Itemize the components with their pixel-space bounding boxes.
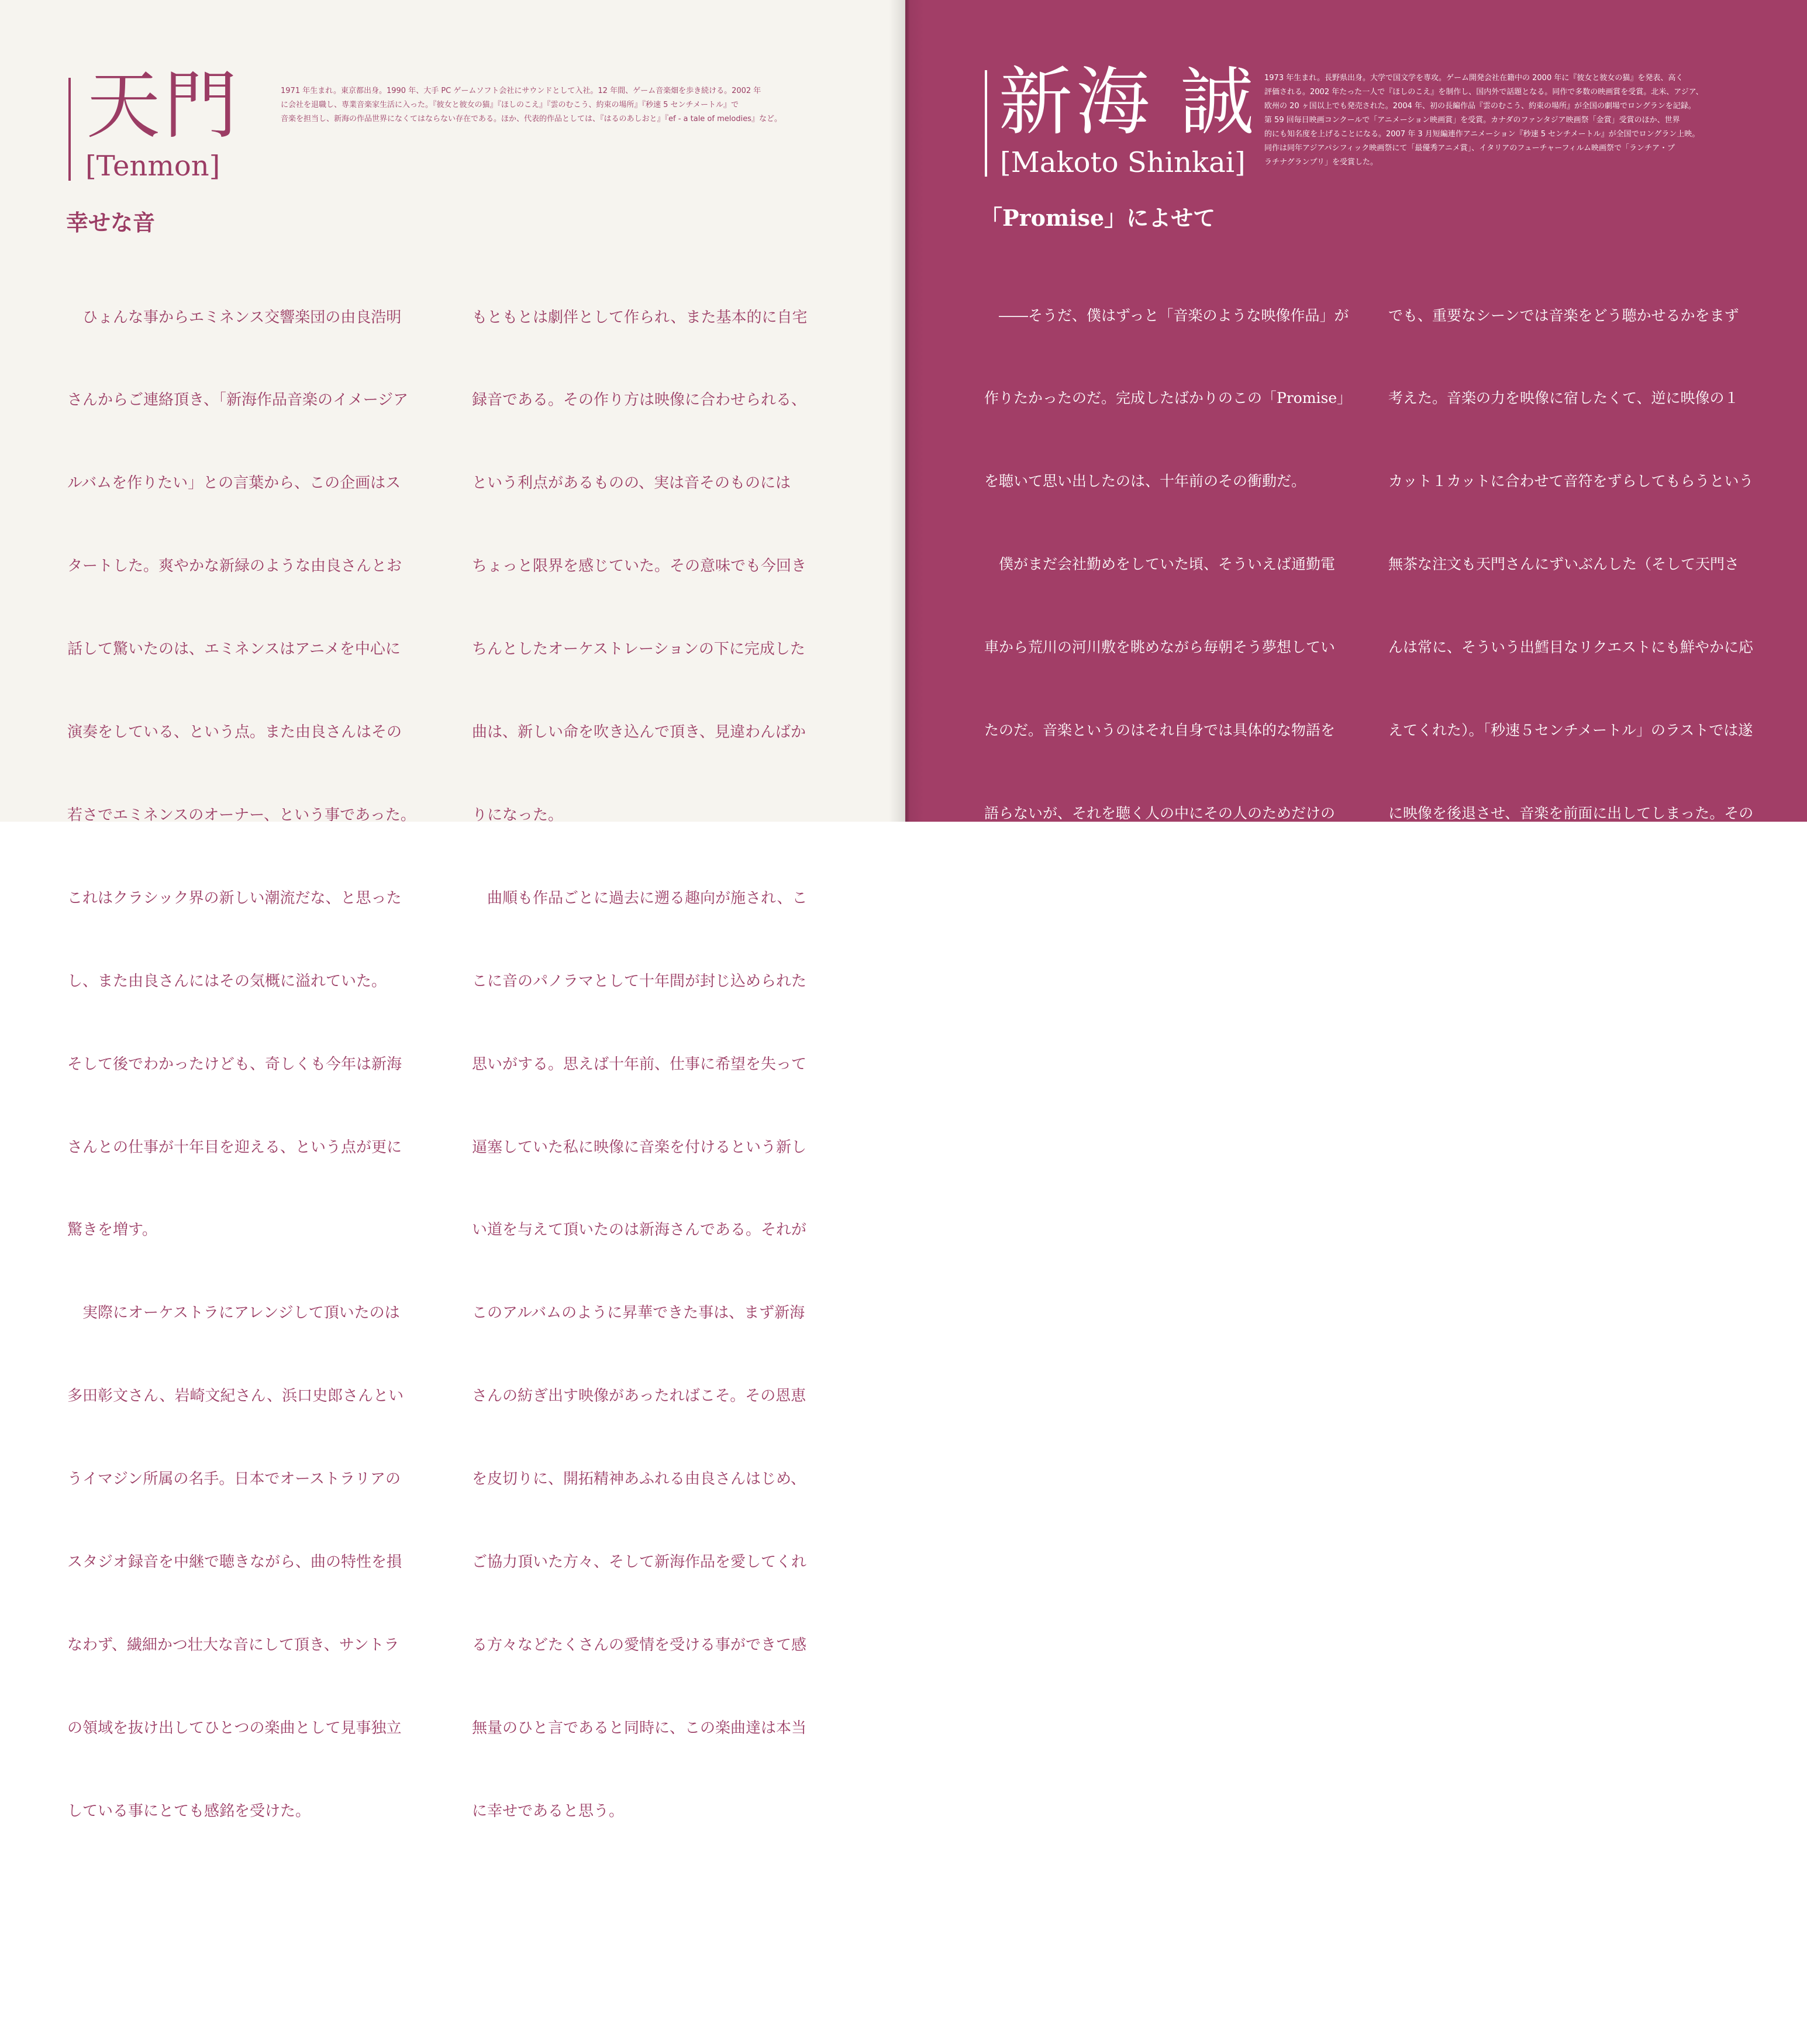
- text-line: ご協力頂いた方々、そして新海作品を愛してくれ: [472, 1553, 807, 1571]
- text-line: る方々などたくさんの愛情を受ける事ができて感: [472, 1636, 807, 1654]
- bio-line: 音楽を担当し、新海の作品世界になくてはならない存在である。ほか、代表的作品としては、『はるのあしおと』『ef - a tale of melodies』など。: [281, 115, 782, 123]
- text-line: う決意を改めて促してくれたのも、この「Promise」: [1388, 1883, 1742, 1901]
- text-line: った「彼女と彼女の猫」である。: [984, 1800, 1204, 1818]
- text-line: の領域を抜け出してひとつの楽曲として見事独立: [67, 1719, 402, 1737]
- text-line: こに音のパノラマとして十年間が封じ込められた: [472, 972, 807, 990]
- text-line: ばせめて同等の機能を果たす映像作品は作れないもの: [984, 1219, 1336, 1237]
- text-line: だろうかと考えた。自分が暮らす日々の生活を愛おし: [984, 1302, 1336, 1320]
- essay-heading: 幸せな音: [66, 209, 156, 236]
- artist-name-japanese: 新海 誠: [999, 59, 1258, 145]
- text-line: 自分自身にとっても必要だった。だから電柱や自動販: [984, 1469, 1335, 1486]
- text-line: 作りたかったのだ。完成したばかりのこの「Promise」: [984, 390, 1352, 407]
- text-line: だということを素敵に見せつけられてしまう。ああ、: [1388, 1634, 1739, 1652]
- text-line: 語らないが、それを聴く人の中にその人のためだけの: [984, 804, 1336, 822]
- text-line: であったのだ。: [1388, 1966, 1491, 1984]
- title-rule: [68, 78, 71, 181]
- text-line: 曲順も作品ごとに過去に遡る趣向が施され、こ: [472, 889, 808, 907]
- essay-heading: 「Promise」によせて: [980, 205, 1216, 231]
- text-line: に幸せであると思う。: [472, 1802, 625, 1820]
- book-gutter: [889, 0, 924, 822]
- bio-line: 第 59 回毎日映画コンクールで「アニメーション映画賞」を受賞。カナダのファンタジア映画祭「金賞」受賞のほか、世界: [1264, 116, 1680, 125]
- text-line: もともとは劇伴として作られ、また基本的に自宅: [472, 308, 808, 326]
- essay-column-2: [472, 249, 846, 1881]
- text-line: 車から荒川の河川敷を眺めながら毎朝そう夢想してい: [984, 639, 1336, 656]
- text-line: 若さでエミネンスのオーナー、という事であった。: [67, 806, 416, 824]
- text-line: うイマジン所属の名手。日本でオーストラリアの: [67, 1470, 401, 1488]
- bio-line: 的にも知名度を上げることになる。2007 年 3 月短編連作アニメーション『秒速 5 センチメートル』が全国でロングラン上映。: [1264, 130, 1700, 139]
- text-line: 今回、オーストラリアのエミネンス交響楽団がやっ: [1388, 970, 1739, 988]
- text-line: ちんとしたオーケストレーションの下に完成した: [472, 640, 805, 659]
- text-line: そして後でわかったけども、奇しくも今年は新海: [67, 1055, 402, 1073]
- artist-name-english: [Tenmon]: [85, 150, 220, 182]
- text-line: やはり片想いだったのだなあと改めて気づく。そして: [1388, 1717, 1739, 1735]
- text-line: んは常に、そういう出鱈目なリクエストにも鮮やかに応: [1388, 639, 1754, 656]
- essay-column-1: [984, 246, 1382, 2044]
- text-line: 名が示すように気品に溢れている。映像は音楽を必要: [1388, 1469, 1740, 1486]
- text-line: 僕がまだ会社勤めをしていた頃、そういえば通勤電: [984, 556, 1336, 573]
- text-line: き、続く「ほしのこえ」でも「雲のむこう、約束の場所」: [984, 1966, 1364, 1984]
- text-line: という利点があるものの、実は音そのものには: [472, 474, 791, 492]
- text-line: て自分自身で音楽を産み出すことは出来ず、それなら: [984, 1136, 1334, 1154]
- text-line: だった。産み出された音楽はまさに eminence という: [1388, 1385, 1747, 1403]
- artist-bio: [1264, 71, 1779, 170]
- text-line: タートした。爽やかな新緑のような由良さんとお: [67, 557, 402, 575]
- text-line: を皮切りに、開拓精神あふれる由良さんはじめ、: [472, 1470, 806, 1488]
- text-line: えてくれた）。「秒速５センチメートル」のラストでは遂: [1388, 722, 1753, 739]
- essay-column-1: [67, 249, 442, 1881]
- text-line: 驚きを増す。: [67, 1221, 157, 1239]
- text-line: さんの紡ぎ出す映像があったればこそ。その恩恵: [472, 1387, 806, 1405]
- text-line: ゆっくりとほぐし、外の空気をのびのびと吸わせて: [1388, 1219, 1725, 1237]
- text-line: ルバムを作りたい」との言葉から、この企画はス: [67, 474, 401, 492]
- right-page: [905, 0, 1807, 1984]
- bio-line: 同作は同年アジアパシフィック映画祭にて「最優秀アニメ賞」、イタリアのフューチャーフィルム映画祭で「ランチア・プ: [1264, 144, 1675, 153]
- bio-line: に会社を退職し、専業音楽家生活に入った。『彼女と彼女の猫』『ほしのこえ』『雲のむこう、約束の場所』『秒速 5 センチメートル』で: [281, 101, 739, 109]
- text-line: 増す。そういう音楽の「機能」に僕は憧れ、かといっ: [984, 1053, 1335, 1071]
- text-line: 考えた。音楽の力を映像に宿したくて、逆に映像の１: [1388, 390, 1739, 407]
- text-line: カット１カットに合わせて音符をずらしてもらうという: [1388, 473, 1754, 490]
- text-line: とするけれど、音楽は必ずしも映像を必要としないの: [1388, 1551, 1740, 1569]
- text-line: スタジオ録音を中継で聴きながら、曲の特性を損: [67, 1553, 402, 1571]
- text-line: さんの音楽に合わせ、歌詞をつけるように台詞を乗せ: [984, 1634, 1335, 1652]
- text-line: い道を与えて頂いたのは新海さんである。それが: [472, 1221, 807, 1239]
- text-line: 録音である。その作り方は映像に合わせられる、: [472, 391, 807, 409]
- text-line: 思いがする。思えば十年前、仕事に希望を失って: [472, 1055, 807, 1073]
- text-line: 傷つけないように取り出し、こわばっていた関節を: [1388, 1136, 1725, 1154]
- text-line: を聴いて思い出したのは、十年前のその衝動だ。: [984, 473, 1306, 490]
- text-line: てくれた仕事は、映像という狭い箱から音楽を丁寧に: [1388, 1053, 1740, 1071]
- artist-bio: [281, 84, 865, 126]
- text-line: 売機や高架線をアニメーションで描き、それらを天門: [984, 1551, 1333, 1569]
- text-line: 演奏をしている、という点。また由良さんはその: [67, 723, 402, 742]
- text-line: している事にとても感銘を受けた。: [67, 1802, 311, 1820]
- bio-line: 1971 年生まれ。東京都出身。1990 年、大手 PC ゲームソフト会社にサウンドとして入社。12 年間、ゲーム音楽畑を歩き続ける。2002 年: [281, 87, 761, 95]
- text-line: なわず、繊細かつ壮大な音にして頂き、サントラ: [67, 1636, 399, 1654]
- bio-line: 評価される。2002 年たった一人で『ほしのこえ』を制作し、国内外で話題となる。同作で多数の映画賞を受賞。北米、アジア、: [1264, 88, 1703, 96]
- text-line: いと思わせてくれるような何かが、なによりも当時の: [984, 1385, 1336, 1403]
- text-line: 多田彰文さん、岩崎文紀さん、浜口史郎さんとい: [67, 1387, 404, 1405]
- text-line: ようにして、信じられないことに十年が過ぎたのだ。: [1388, 887, 1739, 905]
- text-line: たのだ。音楽というのはそれ自身では具体的な物語を: [984, 722, 1336, 739]
- text-line: さんとの仕事が十年目を迎える、という点が更に: [67, 1138, 402, 1156]
- text-line: 物語を産み出してくれる。聴いていると記憶が蘇り感: [984, 887, 1336, 905]
- text-line: ひょんな事からエミネンス交響楽団の由良浩明: [67, 308, 402, 326]
- text-line: 無茶な注文も天門さんにずいぶんした（そして天門さ: [1388, 556, 1740, 573]
- title-rule: [985, 70, 987, 177]
- text-line: りになった。: [472, 806, 564, 824]
- essay-column-2: [1388, 246, 1786, 2044]
- text-line: に映像を後退させ、音楽を前面に出してしまった。その: [1388, 804, 1754, 822]
- text-line: さんからご連絡頂き、「新海作品音楽のイメージア: [67, 391, 409, 409]
- text-line: このアルバムのように昇華できた事は、まず新海: [472, 1304, 805, 1322]
- text-line: し、また由良さんにはその気概に溢れていた。: [67, 972, 387, 990]
- bio-line: 1973 年生まれ。長野県出身。大学で国文学を専攻。ゲーム開発会社在籍中の 2000 年に『彼女と彼女の猫』を発表、高く: [1264, 74, 1684, 82]
- text-line: でも、重要なシーンでは音楽をどう聴かせるかをまず: [1388, 306, 1739, 324]
- text-line: 無量のひと言であると同時に、この楽曲達は本当: [472, 1719, 807, 1737]
- text-line: 実際にオーケストラにアレンジして頂いたのは: [67, 1304, 400, 1322]
- text-line: ――そうだ、僕はずっと「音楽のような映像作品」が: [984, 306, 1349, 324]
- text-line: 話して驚いたのは、エミネンスはアニメを中心に: [67, 640, 401, 659]
- text-line: 曲は、新しい命を吹き込んで頂き、見違わんばか: [472, 723, 806, 742]
- text-line: た。それが僕たちにとって自主制作のデビュー作とな: [984, 1717, 1335, 1735]
- left-page: [0, 0, 905, 1820]
- text-line: ――そういう、まるで助産師のような淑やかな作業: [1388, 1302, 1725, 1320]
- text-line: その後も音楽に対する僕の片想いのような憧れは続: [984, 1883, 1336, 1901]
- text-line: 情が波立ち、それによって日常の生活がすこし彩りを: [984, 970, 1336, 988]
- bio-line: ラチナグランプリ」を受賞した。: [1264, 158, 1378, 167]
- text-line: これはクラシック界の新しい潮流だな、と思った: [67, 889, 402, 907]
- bio-line: 欧州の 20 ヶ国以上でも発売された。2004 年、初の長編作品『雲のむこう、約束の場所』が全国の劇場でロングランを記録。: [1264, 102, 1696, 111]
- artist-name-japanese: 天門: [87, 63, 241, 149]
- text-line: 逼塞していた私に映像に音楽を付けるという新し: [472, 1138, 807, 1156]
- text-line: ちょっと限界を感じていた。その意味でも今回き: [472, 557, 807, 575]
- text-line: ――いつかその片想いの相手に相応しい作品を、とい: [1388, 1800, 1740, 1818]
- artist-name-english: [Makoto Shinkai]: [1000, 146, 1246, 179]
